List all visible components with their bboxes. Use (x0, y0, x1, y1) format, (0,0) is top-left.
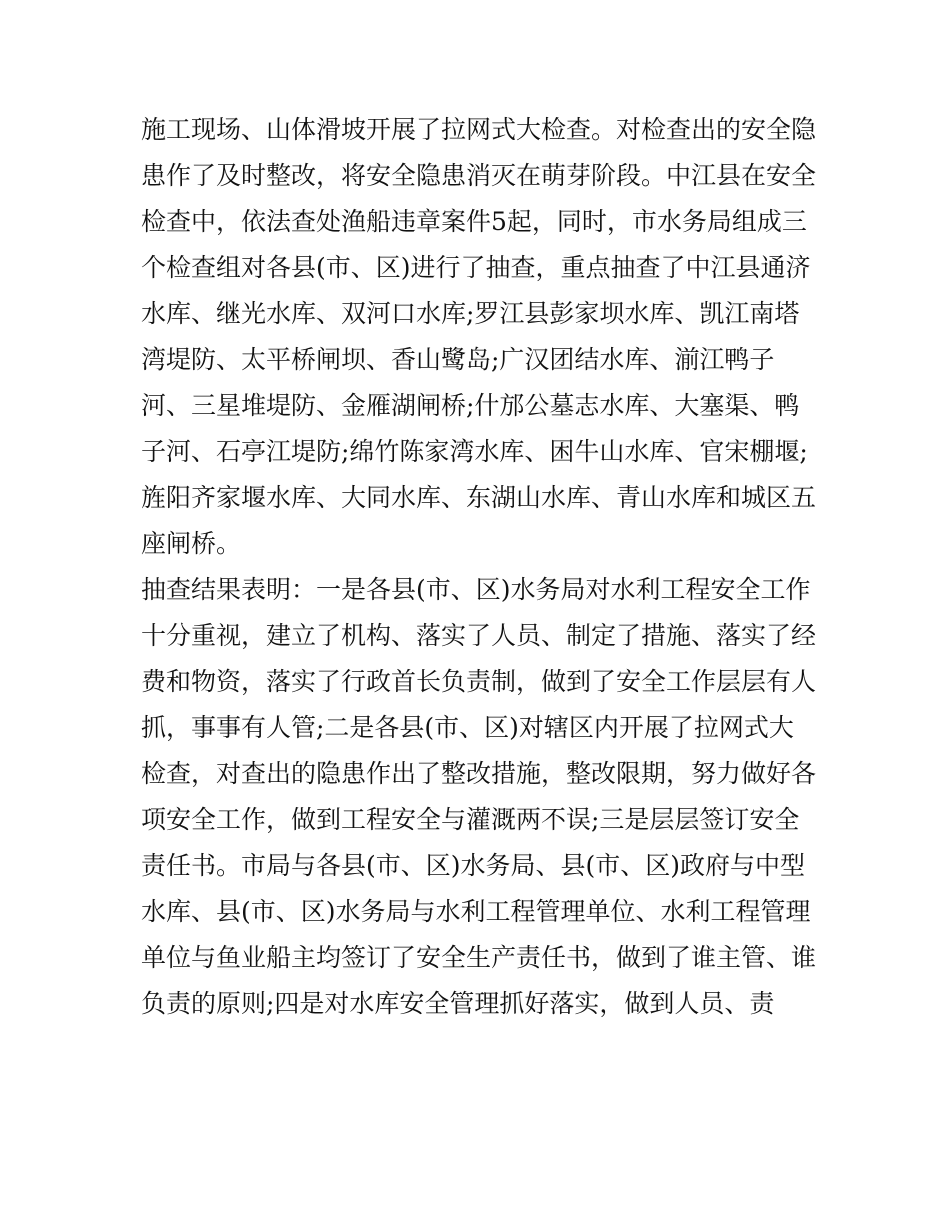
paragraph-1-line: 座闸桥。 (141, 529, 242, 558)
paragraph-2-line: 单位与鱼业船主均签订了安全生产责任书，做到了谁主管、谁 (141, 943, 817, 972)
paragraph-1 (141, 107, 821, 567)
paragraph-2-line: 抓，事事有人管;二是各县(市、区)对辖区内开展了拉网式大 (141, 713, 794, 742)
paragraph-2 (141, 567, 821, 1027)
paragraph-2-line: 抽查结果表明：一是各县(市、区)水务局对水利工程安全工作 (141, 575, 811, 604)
paragraph-1-line: 河、三星堆堤防、金雁湖闸桥;什邡公墓志水库、大塞渠、鸭 (141, 391, 800, 420)
paragraph-1-line: 个检查组对各县(市、区)进行了抽查，重点抽查了中江县通济 (141, 253, 811, 282)
paragraph-2-line: 费和物资，落实了行政首长负责制，做到了安全工作层层有人 (141, 667, 817, 696)
paragraph-1-line: 施工现场、山体滑坡开展了拉网式大检查。对检查出的安全隐 (141, 115, 817, 144)
paragraph-2-line: 责任书。市局与各县(市、区)水务局、县(市、区)政府与中型 (141, 851, 806, 880)
paragraph-2-line: 检查，对查出的隐患作出了整改措施，整改限期，努力做好各 (141, 759, 817, 788)
paragraph-1-line: 旌阳齐家堰水库、大同水库、东湖山水库、青山水库和城区五 (141, 483, 817, 512)
paragraph-2-line: 项安全工作，做到工程安全与灌溉两不误;三是层层签订安全 (141, 805, 800, 834)
paragraph-2-line: 负责的原则;四是对水库安全管理抓好落实，做到人员、责 (141, 989, 775, 1018)
paragraph-2-line: 水库、县(市、区)水务局与水利工程管理单位、水利工程管理 (141, 897, 811, 926)
paragraph-1-line: 子河、石亭江堤防;绵竹陈家湾水库、困牛山水库、官宋棚堰; (141, 437, 808, 466)
paragraph-1-line: 湾堤防、太平桥闸坝、香山鹭岛;广汉团结水库、湔江鸭子 (141, 345, 775, 374)
document-body (141, 107, 821, 1027)
paragraph-1-line: 检查中，依法查处渔船违章案件5起，同时，市水务局组成三 (141, 207, 807, 236)
paragraph-2-line: 十分重视，建立了机构、落实了人员、制定了措施、落实了经 (141, 621, 817, 650)
paragraph-1-line: 患作了及时整改，将安全隐患消灭在萌芽阶段。中江县在安全 (141, 161, 817, 190)
paragraph-1-line: 水库、继光水库、双河口水库;罗江县彭家坝水库、凯江南塔 (141, 299, 800, 328)
